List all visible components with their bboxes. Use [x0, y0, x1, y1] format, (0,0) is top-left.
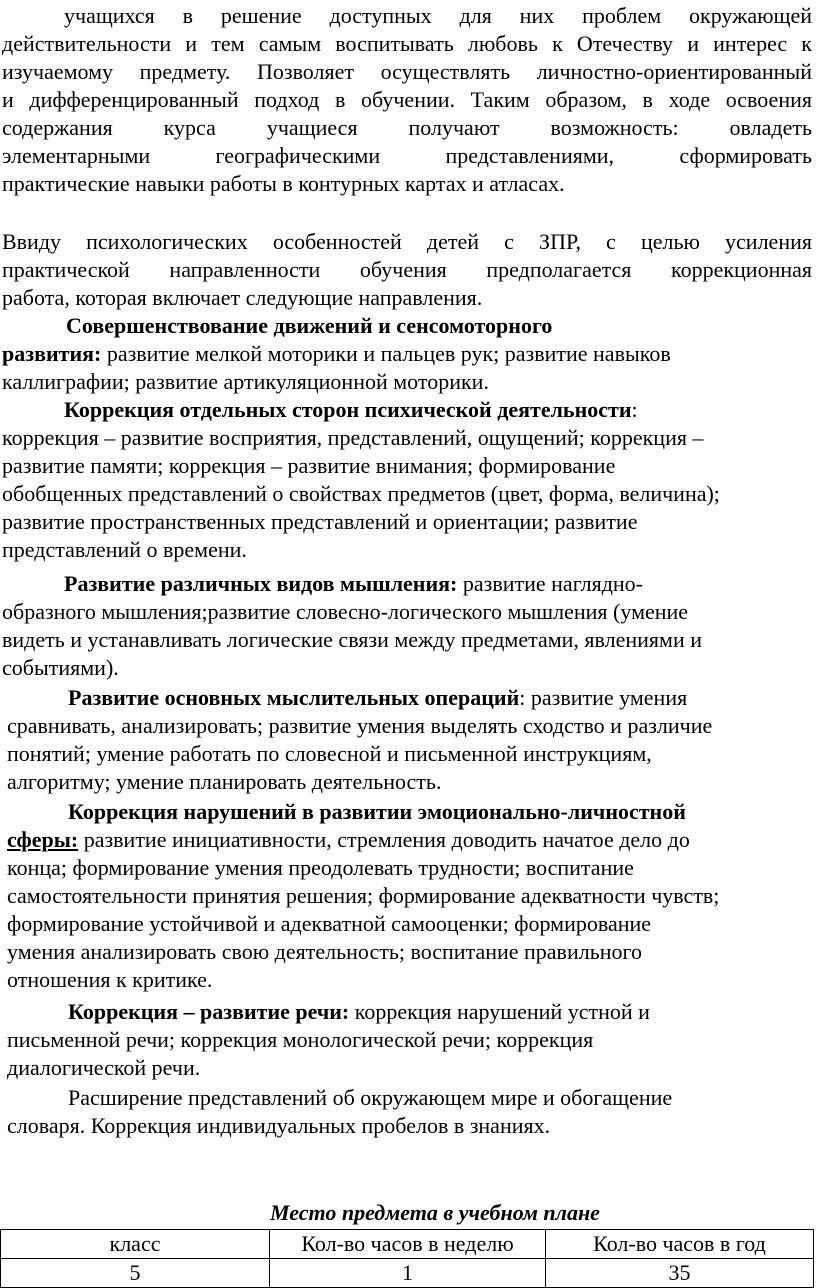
section-line-motor	[2, 340, 671, 368]
table-cell: 35	[546, 1259, 814, 1288]
section-title-thinking: Развитие различных видов мышления:	[64, 571, 458, 596]
section-title-speech: Коррекция – развитие речи:	[68, 999, 350, 1024]
section-title-emotional: Коррекция нарушений в развитии эмоционально-личностной	[68, 799, 686, 824]
section-title-motor: Совершенствование движений и сенсомоторного	[66, 313, 553, 338]
section-text: событиями).	[2, 655, 119, 680]
section-line-speech	[68, 998, 650, 1026]
section-text: каллиграфии; развитие артикуляционной моторики.	[2, 369, 489, 394]
section-text: : развитие умения	[519, 685, 688, 710]
text-line: Ввиду психологических особенностей детей с ЗПР, с целью усиления	[2, 229, 812, 254]
section-text: развитие мелкой моторики и пальцев рук; развитие навыков	[101, 341, 671, 366]
section-text: алгоритму; умение планировать деятельность.	[7, 769, 442, 794]
section-text: развитие инициативности, стремления доводить начатое дело до	[78, 827, 690, 852]
text-line: учащихся в решение доступных для них проблем окружающей	[64, 3, 812, 28]
table-header-cell: Кол-во часов в неделю	[270, 1230, 546, 1259]
section-text: словаря. Коррекция индивидуальных пробелов в знаниях.	[7, 1113, 551, 1138]
text-line: и дифференцированный подход в обучении. Таким образом, в ходе освоения	[2, 87, 812, 112]
section-title-mental: Коррекция отдельных сторон психической деятельности	[64, 397, 632, 422]
section-text: понятий; умение работать по словесной и письменной инструкциям,	[7, 741, 652, 766]
section-line-operations	[68, 684, 687, 712]
text-line: элементарными географическими представлениями, сформировать	[2, 143, 812, 168]
section-text: сравнивать, анализировать; развитие умения выделять сходство и различие	[7, 713, 713, 738]
section-text: диалогической речи.	[7, 1055, 201, 1080]
plan-table	[0, 1229, 814, 1288]
section-text: письменной речи; коррекция монологической речи; коррекция	[7, 1027, 594, 1052]
section-text: умения анализировать свою деятельность; воспитание правильного	[7, 939, 642, 964]
section-line-mental	[64, 396, 638, 424]
section-title-motor-cont: развития:	[2, 341, 102, 366]
text-line: работа, которая включает следующие направления.	[2, 285, 483, 310]
text-line: действительности и тем самым воспитывать любовь к Отечеству и интерес к	[2, 31, 812, 56]
section-text: видеть и устанавливать логические связи между предметами, явлениями и	[2, 627, 703, 652]
table-cell: 1	[270, 1259, 546, 1288]
text-line: изучаемому предмету. Позволяет осуществлять личностно-ориентированный	[2, 59, 812, 84]
section-text: конца; формирование умения преодолевать трудности; воспитание	[7, 855, 634, 880]
section-text: развитие памяти; коррекция – развитие внимания; формирование	[2, 453, 616, 478]
section-line-thinking	[64, 570, 643, 598]
section-text: Расширение представлений об окружающем мире и обогащение	[68, 1085, 673, 1110]
section-text: развитие пространственных представлений и ориентации; развитие	[2, 509, 638, 534]
text-line: практические навыки работы в контурных картах и атласах.	[2, 171, 565, 196]
table-cell: 5	[1, 1259, 270, 1288]
section-line-emotional	[7, 826, 690, 854]
section-text: представлений о времени.	[2, 537, 247, 562]
section-text: :	[631, 397, 638, 422]
table-header-cell: класс	[1, 1230, 270, 1259]
section-text: коррекция – развитие восприятия, представлений, ощущений; коррекция –	[2, 425, 704, 450]
table-row	[1, 1259, 814, 1288]
table-header-cell: Кол-во часов в год	[546, 1230, 814, 1259]
section-text: отношения к критике.	[7, 967, 213, 992]
section-text: развитие наглядно-	[457, 571, 643, 596]
section-text: самостоятельности принятия решения; формирование адекватности чувств;	[7, 883, 720, 908]
plan-heading: Место предмета в учебном плане	[270, 1200, 600, 1225]
text-line: практической направленности обучения предполагается коррекционная	[2, 257, 812, 282]
section-text: формирование устойчивой и адекватной самооценки; формирование	[7, 911, 652, 936]
section-text: образного мышления;развитие словесно-логического мышления (умение	[2, 599, 689, 624]
section-title-operations: Развитие основных мыслительных операций	[68, 685, 520, 710]
table-header-row	[1, 1230, 814, 1259]
text-line: содержания курса учащиеся получают возможность: овладеть	[2, 115, 812, 140]
section-title-emotional-cont: сферы:	[7, 827, 79, 852]
section-text: обобщенных представлений о свойствах предметов (цвет, форма, величина);	[2, 481, 720, 506]
section-text: коррекция нарушений устной и	[349, 999, 650, 1024]
